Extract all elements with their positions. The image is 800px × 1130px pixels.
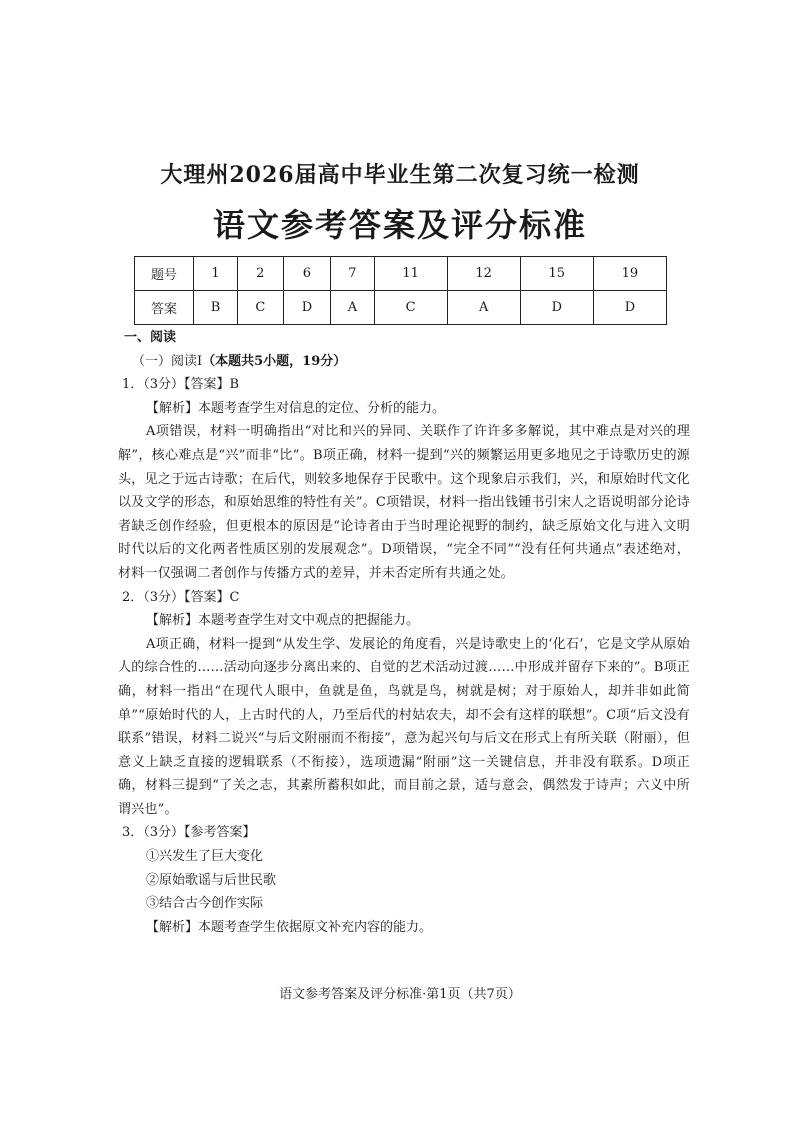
question-3-analysis: 【解析】本题考查学生依据原文补充内容的能力。	[146, 919, 433, 935]
section-heading: 一、阅读	[124, 330, 177, 345]
table-cell-question: 15	[520, 257, 593, 291]
table-cell-answer: B	[194, 291, 238, 325]
question-3-point: ①兴发生了巨大变化	[146, 849, 264, 865]
table-cell-answer: C	[374, 291, 447, 325]
question-3-answer: 3．（3分）【参考答案】	[122, 825, 256, 841]
table-cell-question: 1	[194, 257, 238, 291]
table-cell-answer: D	[283, 291, 331, 325]
subsection-prefix: （一）阅读Ⅰ	[132, 353, 203, 369]
table-row-label: 答案	[135, 291, 194, 325]
question-1-answer: 1．（3分）【答案】B	[122, 377, 240, 393]
exam-subtitle: 大理州2026届高中毕业生第二次复习统一检测	[160, 162, 640, 188]
table-cell-question: 6	[283, 257, 331, 291]
table-cell-answer: D	[520, 291, 593, 325]
answer-content	[118, 326, 690, 939]
table-cell-answer: A	[331, 291, 374, 325]
table-row-label: 题号	[135, 257, 194, 291]
table-cell-question: 19	[593, 257, 666, 291]
subsection-heading	[118, 350, 690, 374]
question-3-point: ③结合古今创作实际	[146, 896, 264, 912]
table-cell-question: 12	[447, 257, 520, 291]
table-cell-answer: C	[238, 291, 284, 325]
answer-table-row-answers	[135, 291, 667, 325]
table-cell-question: 2	[238, 257, 284, 291]
table-cell-answer: D	[593, 291, 666, 325]
page-footer: 语文参考答案及评分标准·第1页（共7页）	[279, 987, 521, 1002]
page-title: 语文参考答案及评分标准	[212, 206, 587, 244]
answer-table	[134, 256, 667, 325]
question-1-analysis: 【解析】本题考查学生对信息的定位、分析的能力。	[146, 400, 446, 416]
subsection-info: （本题共5小题，19分）	[202, 353, 347, 369]
question-3-point: ②原始歌谣与后世民歌	[146, 872, 277, 888]
question-1-explanation: A项错误，材料一明确指出“对比和兴的异同、关联作了许许多多解说，其中难点是对兴的理解”，核心难点是“兴”而非“比”。B项正确，材料一提到“兴的频繁运用更多地见之于诗歌历史的源头，见之于远古诗歌；在后代，则较多地保存于民歌中。这个现象启示我们，兴，和原始时代文化以及文学的形态，和原始思维的特性有关”。C项错误，材料一指出钱锺书引宋人之语说明部分论诗者缺乏创作经验，但更根本的原因是“论诗者由于当时理论视野的制约，缺乏原始文化与进入文明时代以后的文化两者性质区别的发展观念”。D项错误，“完全不同”“没有任何共通点”表述绝对，材料一仅强调二者创作与传播方式的差异，并未否定所有共通之处。	[118, 424, 690, 581]
table-cell-question: 7	[331, 257, 374, 291]
question-2-answer: 2．（3分）【答案】C	[122, 589, 240, 605]
answer-table-row-questions	[135, 257, 667, 291]
table-cell-answer: A	[447, 291, 520, 325]
question-2-analysis: 【解析】本题考查学生对文中观点的把握能力。	[146, 613, 420, 629]
question-2-explanation: A项正确，材料一提到“从发生学、发展论的角度看，兴是诗歌史上的‘化石’，它是文学从原始人的综合性的……活动向逐步分离出来的、自觉的艺术活动过渡……中形成并留存下来的”。B项正确，材料一指出“在现代人眼中，鱼就是鱼，鸟就是鸟，树就是树；对于原始人，却并非如此简单”“原始时代的人，上古时代的人，乃至后代的村姑农夫，却不会有这样的联想”。C项“后文没有联系”错误，材料二说兴“与后文附丽而不衔接”，意为起兴句与后文在形式上有所关联（附丽），但意义上缺乏直接的逻辑联系（不衔接），选项遗漏“附丽”这一关键信息，并非没有联系。D项正确，材料三提到“了关之志，其素所蓄积如此，而目前之景，适与意会，偶然发于诗声；六义中所谓兴也”。	[118, 636, 690, 817]
table-cell-question: 11	[374, 257, 447, 291]
